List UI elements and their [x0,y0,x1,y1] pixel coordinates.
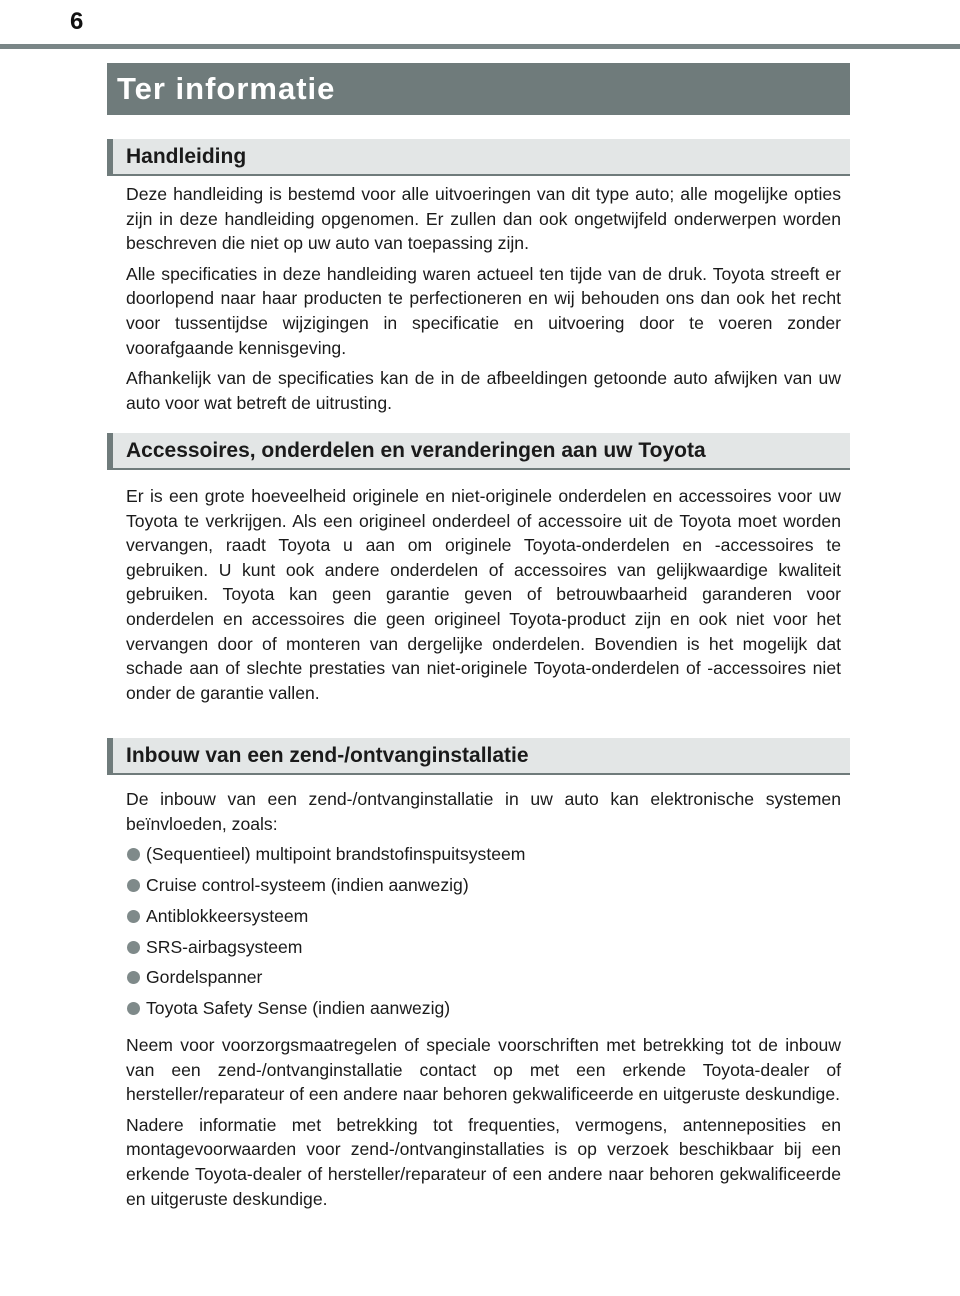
bullet-dot-icon [127,910,140,923]
paragraph: Er is een grote hoeveelheid originele en niet-originele onderdelen en accessoires voor uw Toyota te verkrijgen. Als een origineel onderdeel of accessoire uit de Toyota moet worden vervangen, raadt Toyota u aan om originele Toyota-onderdelen en -accessoires te gebruiken. U kunt ook andere onderdelen of accessoires van gelijkwaardige kwaliteit gebruiken. Toyota kan geen garantie geven of betrouwbaarheid garanderen voor onderdelen en accessoires die geen origineel Toyota-product zijn en ook niet voor het vervangen door of monteren van dergelijke onderdelen. Bovendien is het mogelijk dat schade aan of slechte prestaties van niet-originele Toyota-onderdelen of -accessoires niet onder de garantie vallen. [126,486,841,703]
list-item-text: (Sequentieel) multipoint brandstofinspuitsysteem [146,844,526,865]
bullet-list [126,842,841,1027]
paragraph: Afhankelijk van de specificaties kan de in de afbeeldingen getoonde auto afwijken van uw auto voor wat betreft de uitrusting. [126,368,841,413]
bullet-dot-icon [127,941,140,954]
list-item-text: Toyota Safety Sense (indien aanwezig) [146,998,451,1019]
section-body-accessoires [126,484,841,711]
list-item [126,996,841,1027]
list-item [126,965,841,996]
section-header-inbouw [107,738,850,775]
top-rule-divider [0,44,960,49]
bullet-dot-icon [127,848,140,861]
bullet-dot-icon [127,879,140,892]
section-heading: Accessoires, onderdelen en veranderingen aan uw Toyota [126,438,706,462]
paragraph: Deze handleiding is bestemd voor alle uitvoeringen van dit type auto; alle mogelijke opties zijn in deze handleiding opgenomen. Er zullen dan ook ongetwijfeld onderwerpen worden beschreven die niet op uw auto van toepassing zijn. [126,184,841,254]
page-title: Ter informatie [117,71,336,106]
paragraph: Nadere informatie met betrekking tot frequenties, vermogens, antenneposities en montagevoorwaarden voor zend-/ontvanginstallaties is op verzoek beschikbaar bij een erkende Toyota-dealer of hersteller/reparateur of een andere naar behoren gekwalificeerde en uitgeruste deskundige. [126,1114,841,1209]
paragraph: Alle specificaties in deze handleiding waren actueel ten tijde van de druk. Toyota streeft er doorlopend naar haar producten te perfectioneren en wij behouden ons dan ook het recht voor tussentijdse wijzigingen in specificatie en uitvoering door te voeren zonder voorafgaande kennisgeving. [126,263,841,358]
list-item-text: Gordelspanner [146,967,263,988]
bullet-dot-icon [127,971,140,984]
list-item [126,873,841,904]
chapter-title-bar [107,63,850,115]
list-item-text: Cruise control-systeem (indien aanwezig) [146,874,469,895]
page-number: 6 [70,8,84,35]
section-header-accessoires [107,433,850,470]
list-item-text: Antiblokkeersysteem [146,905,309,926]
section-body-handleiding [126,182,841,421]
section-heading: Inbouw van een zend-/ontvanginstallatie [126,743,529,767]
section-heading: Handleiding [126,144,247,168]
list-item [126,842,841,873]
paragraph-intro: De inbouw van een zend-/ontvanginstallatie in uw auto kan elektronische systemen beïnvloeden, zoals: [126,789,841,834]
list-item [126,904,841,935]
bullet-dot-icon [127,1002,140,1015]
paragraph: Neem voor voorzorgsmaatregelen of speciale voorschriften met betrekking tot de inbouw van een zend-/ontvanginstallatie contact op met een erkende Toyota-dealer of hersteller/reparateur of een andere naar behoren gekwalificeerde en uitgeruste deskundige. [126,1034,841,1105]
list-item-text: SRS-airbagsysteem [146,936,303,957]
list-item [126,935,841,966]
section-body-inbouw [126,787,841,1217]
section-header-handleiding [107,139,850,176]
